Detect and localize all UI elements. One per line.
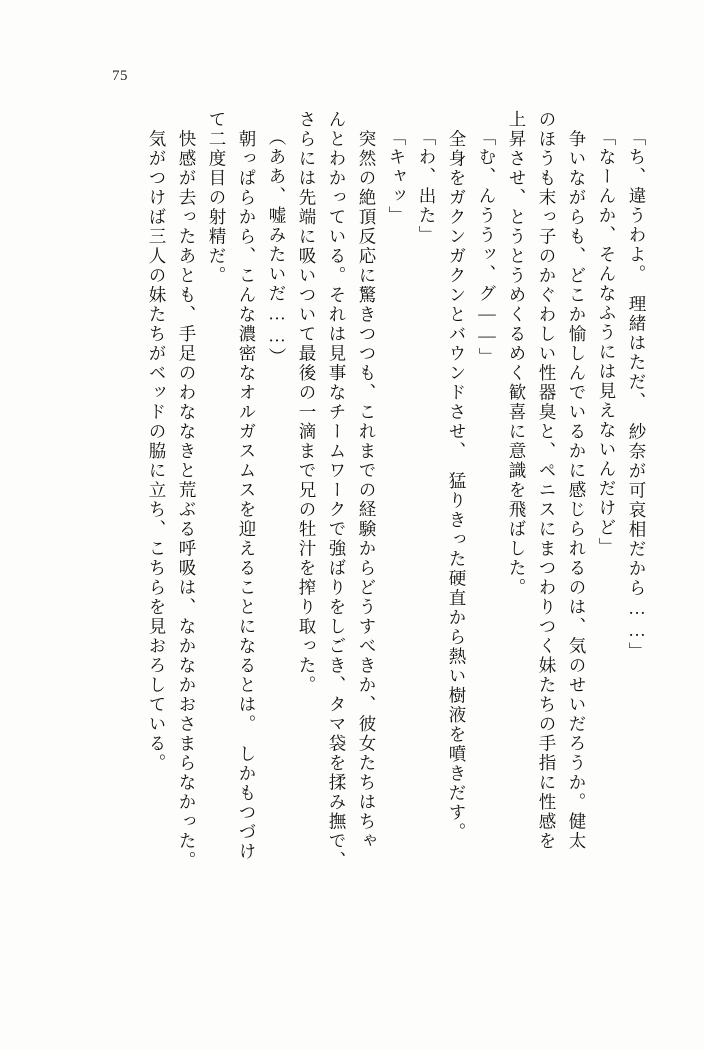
text-line: 「む、んううッ、グ――」 — [477, 128, 497, 367]
text-line: 気がつけば三人の妹たちがベッドの脇に立ち、こちらを見おろしている。 — [147, 110, 167, 773]
text-line: 突然の絶頂反応に驚きつつも、これまでの経験からどうすべきか、彼女たちはちゃ — [357, 110, 377, 851]
text-line: 上昇させ、とうとうめくるめく歓喜に意識を飛ばした。 — [507, 110, 527, 598]
vertical-text-body — [60, 110, 652, 990]
text-line: 「わ、出た」 — [417, 128, 437, 245]
text-line: 「ち、違うわよ。 理緒はただ、 紗奈が可哀相だから……」 — [627, 128, 647, 662]
text-line: 全身をガクンガクンとバウンドさせ、 猛りきった硬直から熱い樹液を噴きだす。 — [447, 110, 467, 843]
text-line: 争いながらも、どこか愉しんでいるかに感じられるのは、気のせいだろうか。健太 — [567, 110, 587, 851]
text-line: んとわかっている。それは見事なチームワークで強ばりをしごき、タマ袋を揉み撫で、 — [327, 110, 347, 871]
text-line: 「キャッ」 — [387, 128, 407, 226]
text-line: 快感が去ったあとも、手足のわななきと荒ぶる呼吸は、なかなかおさまらなかった。 — [177, 110, 197, 871]
text-line: 朝っぱらから、こんな濃密なオルガスムスを迎えることになるとは。 しかもつづけ — [237, 110, 257, 862]
text-line: （ああ、嘘みたいだ……） — [267, 128, 287, 367]
text-line: 「なーんか、そんなふうには見えないんだけど」 — [597, 128, 617, 557]
text-line: さらには先端に吸いついて最後の一滴まで兄の牡汁を搾り取った。 — [297, 110, 317, 695]
text-line: て二度目の射精だ。 — [207, 110, 227, 286]
text-line: のほうも末っ子のかぐわしい性器臭と、ペニスにまつわりつく妹たちの手指に性感を — [537, 110, 557, 851]
page-number: 75 — [112, 68, 128, 84]
